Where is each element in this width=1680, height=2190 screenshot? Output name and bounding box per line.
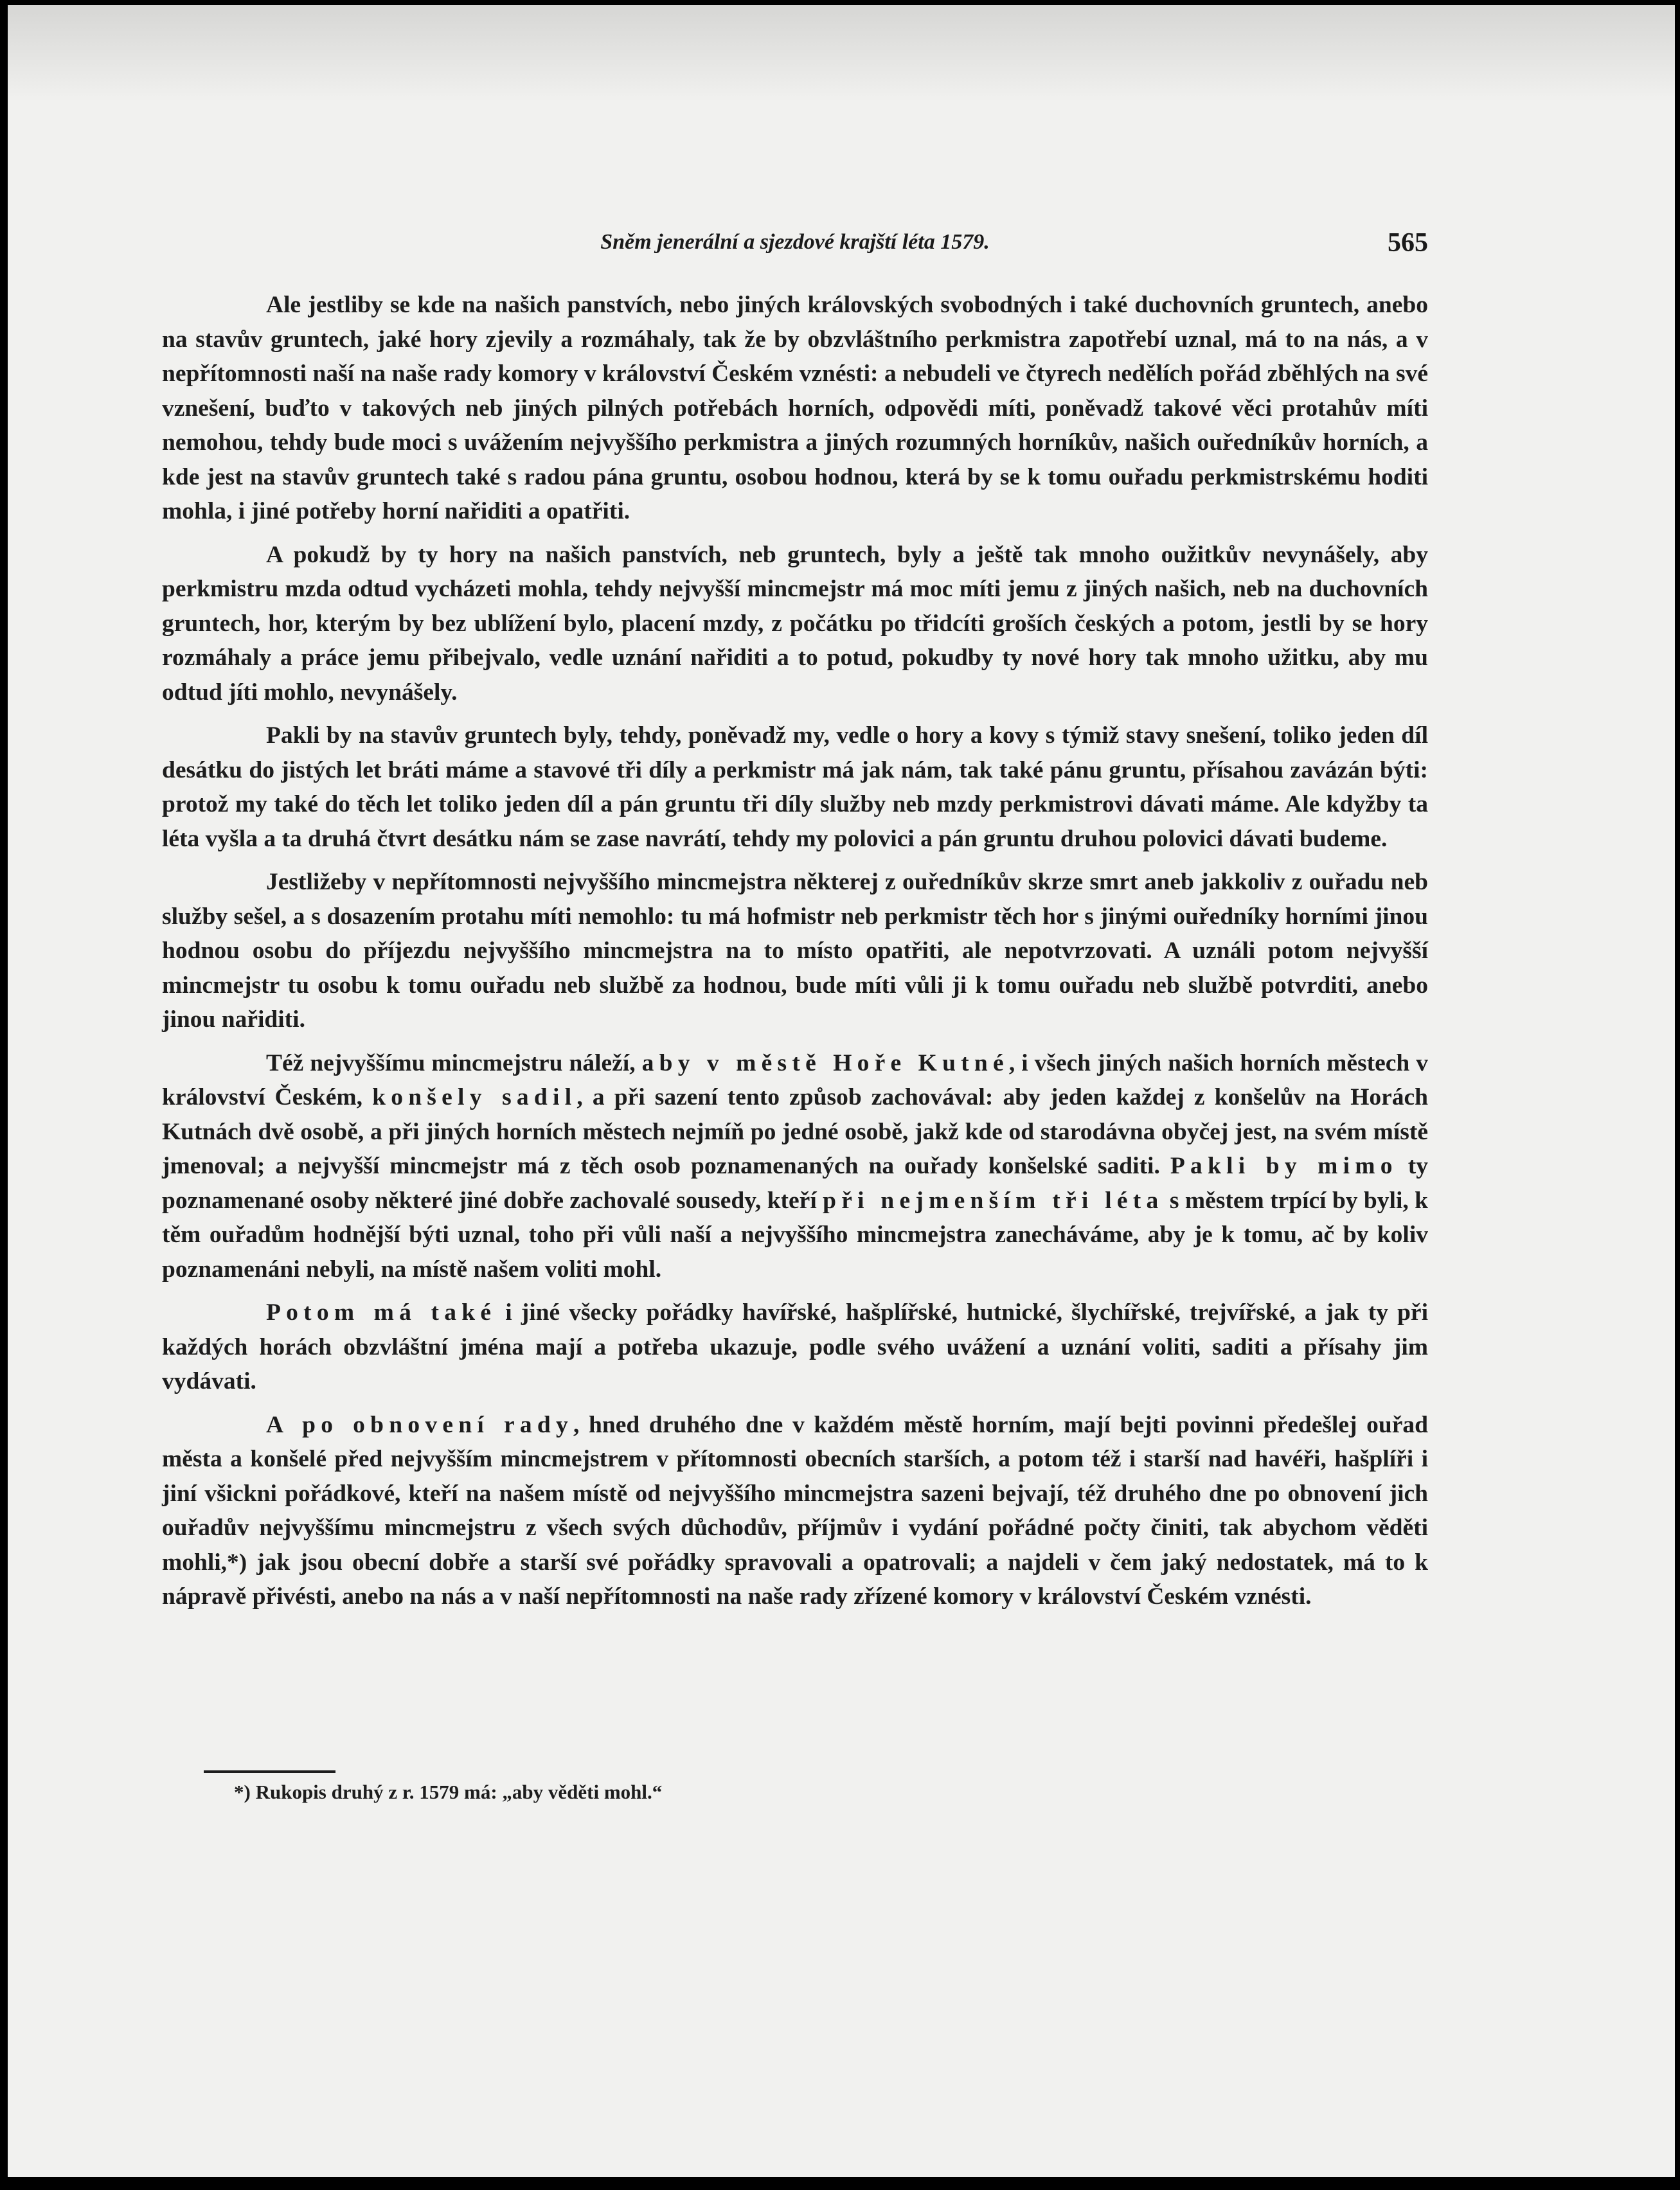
footnote: *) Rukopis druhý z r. 1579 má: „aby věděti mohl.“ (234, 1781, 663, 1803)
footnote-divider (204, 1770, 335, 1773)
paragraph (162, 718, 1428, 856)
page-edge-shadow (8, 5, 1675, 102)
emphasized-phrase: Potom má také (266, 1299, 497, 1326)
paragraph (162, 1295, 1428, 1399)
emphasized-phrase: konšely sadil (372, 1084, 577, 1110)
text-run: i jiné všecky pořádky havířské, hašplířské, hutnické, šlychířské, trejvířské, a jak ty při každých horách obzvláštní jména mají a potřeba ukazuje, podle svého uvážení a uznání voliti, saditi a přísahy jim vydávati. (162, 1299, 1428, 1394)
paragraph (162, 288, 1428, 529)
paragraph (162, 1408, 1428, 1614)
emphasized-phrase: Pakli by mimo (1170, 1153, 1398, 1179)
text-run: s městem trpící by byli, k těm ouřadům hodnější býti uznal, toho při vůli naší a nejvyššího mincmejstra zanecháváme, aby je k tomu, ač by koliv poznamenáni nebyli, na místě našem voliti mohl. (162, 1187, 1428, 1283)
running-title: Sněm jenerální a sjezdové krajští léta 1579. (600, 230, 990, 254)
text-run: A pokudž by ty hory na našich panstvích, neb gruntech, byly a ještě tak mnoho oužitkův nevynášely, aby perkmistru mzda odtud vycházeti mohla, tehdy nejvyšší mincmejstr má moc míti jemu z jiných našich, neb na duchovních gruntech, hor, kterým by bez ublížení bylo, placení mzdy, z počátku po třidcíti groších českých a potom, jestli by se hory rozmáhaly a práce jemu přibejvalo, vedle uznání nařiditi a to potud, pokudby ty nové hory tak mnoho užitku, aby mu odtud jíti mohlo, nevynášely. (162, 541, 1428, 706)
body-text (162, 288, 1428, 1623)
paragraph (162, 538, 1428, 710)
text-run: , hned druhého dne v každém městě horním, mají bejti povinni předešlej ouřad města a konšelé před nejvyšším mincmejstrem v přítomnosti obecních starších, a potom též i starší nad havéři, hašplíři i jiní všickni pořádkové, kteří na našem místě od nejvyššího mincmejstra sazeni bejvají, též druhého dne po obnovení jich ouřadův nejvyššímu mincmejstru z všech svých důchodův, příjmův i vydání pořádné počty činiti, tak abychom věděti mohli,*) jak jsou obecní dobře a starší své pořádky spravovali a opatrovali; a najdeli v čem jaký nedostatek, má to k nápravě přivésti, anebo na nás a v naší nepřítomnosti na naše rady zřízené komory v království Českém vznésti. (162, 1411, 1428, 1610)
text-run: Pakli by na stavův gruntech byly, tehdy, poněvadž my, vedle o hory a kovy s týmiž stavy snešení, toliko jeden díl desátku do jistých let bráti máme a stavové tři díly a perkmistr má jak nám, tak také pánu gruntu, přísahou zavázán býti: protož my také do těch let toliko jeden díl a pán gruntu tři díly služby neb mzdy perkmistrovi dávati máme. Ale kdyžby ta léta vyšla a ta druhá čtvrt desátku nám se zase navrátí, tehdy my polovici a pán gruntu druhou polovici dávati budeme. (162, 722, 1428, 852)
page-number: 565 (1388, 228, 1428, 258)
text-run: ty poznamenané osoby některé jiné dobře zachovalé sousedy, kteří (162, 1153, 1428, 1214)
text-run: Též nejvyššímu mincmejstru náleží, (266, 1049, 642, 1076)
emphasized-phrase: při nejmenším tři léta (823, 1187, 1164, 1214)
text-run: , a při sazení tento způsob zachovával: aby jeden každej z konšelův na Horách Kutnách dvě osobě, a při jiných horních městech nejmíň po jedné osobě, jakž kde od starodávna obyčej jest, na svém místě jmenoval; a nejvyšší mincmejstr má z těch osob poznamenaných na ouřady konšelské saditi. (162, 1084, 1429, 1179)
book-page (8, 5, 1675, 2177)
text-run: Jestližeby v nepřítomnosti nejvyššího mincmejstra některej z ouředníkův skrze smrt aneb jakkoliv z ouřadu neb služby sešel, a s dosazením protahu míti nemohlo: tu má hofmistr neb perkmistr těch hor s jinými ouředníky horními jinou hodnou osobu do příjezdu nejvyššího mincmejstra na to místo opatřiti, ale nepotvrzovati. A uználi potom nejvyšší mincmejstr tu osobu k tomu ouřadu neb službě za hodnou, bude míti vůli ji k tomu ouřadu neb službě potvrditi, anebo jinou nařiditi. (162, 869, 1428, 1033)
paragraph (162, 865, 1428, 1037)
text-run: Ale jestliby se kde na našich panstvích, nebo jiných královských svobodných i také duchovních gruntech, anebo na stavův gruntech, jaké hory zjevily a rozmáhaly, tak že by obzvláštního perkmistra zapotřebí uznal, má to na nás, a v nepřítomnosti naší na naše rady komory v království Českém vznésti: a nebudeli ve čtyrech nedělích pořád zběhlých na své vznešení, buďto v takových neb jiných pilných potřebách horních, odpovědi míti, poněvadž takové věci protahův míti nemohou, tehdy bude moci s uvážením nejvyššího perkmistra a jiných rozumných horníkův, našich ouředníkův horních, a kde jest na stavův gruntech také s radou pána gruntu, osobou hodnou, která by se k tomu ouřadu perkmistrskému hoditi mohla, i jiné potřeby horní nařiditi a opatřiti. (162, 292, 1428, 524)
text-run: , i všech jiných našich horních městech v království Českém, (162, 1049, 1429, 1110)
emphasized-phrase: aby v městě Hoře Kutné (641, 1049, 1009, 1076)
emphasized-phrase: A po obnovení rady (266, 1411, 573, 1438)
paragraph (162, 1046, 1428, 1287)
running-head (162, 230, 1428, 262)
